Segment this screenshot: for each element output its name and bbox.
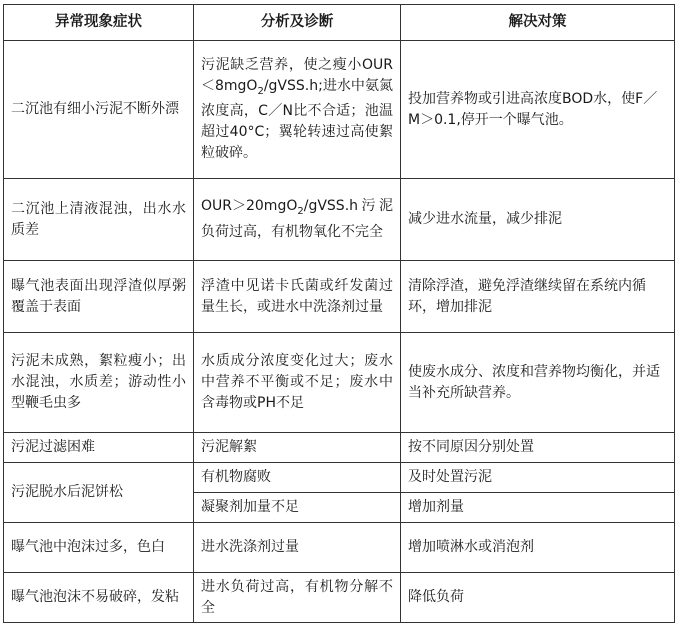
analysis-text: /gVSS.h污泥负荷过高，有机物氧化不完全 <box>201 198 393 240</box>
table-row <box>4 463 675 493</box>
symptom-cell: 二沉池有细小污泥不断外漂 <box>4 41 194 179</box>
solution-cell: 增加喷淋水或消泡剂 <box>401 523 675 573</box>
table-row <box>4 433 675 463</box>
diagnosis-table <box>3 4 675 623</box>
analysis-cell: 进水负荷过高，有机物分解不全 <box>194 573 401 623</box>
table-row <box>4 41 675 179</box>
solution-cell: 降低负荷 <box>401 573 675 623</box>
analysis-text: OUR＞20mgO <box>201 198 298 215</box>
header-symptom: 异常现象症状 <box>4 5 194 41</box>
table-row <box>4 573 675 623</box>
analysis-text: /gVSS.h;进水中氨氮浓度高，C／N比不合适；池温超过40°C；翼轮转速过高使絮粒破碎。 <box>201 77 393 162</box>
solution-cell: 投加营养物或引进高浓度BOD水，使F／M＞0.1,停开一个曝气池。 <box>401 41 675 179</box>
analysis-cell <box>194 41 401 179</box>
analysis-cell: 有机物腐败 <box>194 463 401 493</box>
header-analysis: 分析及诊断 <box>194 5 401 41</box>
analysis-text: 污泥缺乏营养，使之瘦小OUR＜8mgO <box>201 56 393 94</box>
solution-cell: 增加剂量 <box>401 493 675 523</box>
solution-cell: 减少进水流量，减少排泥 <box>401 179 675 261</box>
analysis-cell: 污泥解絮 <box>194 433 401 463</box>
solution-cell: 按不同原因分别处置 <box>401 433 675 463</box>
solution-cell: 及时处置污泥 <box>401 463 675 493</box>
solution-cell: 清除浮渣，避免浮渣继续留在系统内循环，增加排泥 <box>401 261 675 333</box>
header-row <box>4 5 675 41</box>
table-row <box>4 333 675 433</box>
solution-cell: 使废水成分、浓度和营养物均衡化，并适当补充所缺营养。 <box>401 333 675 433</box>
analysis-cell <box>194 179 401 261</box>
table-row <box>4 179 675 261</box>
subscript: 2 <box>257 85 264 97</box>
symptom-cell: 曝气池中泡沫过多，色白 <box>4 523 194 573</box>
table-row <box>4 261 675 333</box>
analysis-cell: 浮渣中见诺卡氏菌或纤发菌过量生长，或进水中洗涤剂过量 <box>194 261 401 333</box>
analysis-cell: 凝聚剂加量不足 <box>194 493 401 523</box>
symptom-cell: 曝气池泡沫不易破碎，发粘 <box>4 573 194 623</box>
subscript: 2 <box>297 205 304 217</box>
header-solution: 解决对策 <box>401 5 675 41</box>
table-row <box>4 523 675 573</box>
analysis-cell: 水质成分浓度变化过大；废水中营养不平衡或不足；废水中含毒物或PH不足 <box>194 333 401 433</box>
symptom-cell: 污泥过滤困难 <box>4 433 194 463</box>
symptom-cell: 污泥脱水后泥饼松 <box>4 463 194 523</box>
symptom-cell: 污泥未成熟，絮粒瘦小；出水混浊，水质差；游动性小型鞭毛虫多 <box>4 333 194 433</box>
symptom-cell: 二沉池上清液混浊，出水水质差 <box>4 179 194 261</box>
symptom-cell: 曝气池表面出现浮渣似厚粥覆盖于表面 <box>4 261 194 333</box>
analysis-cell: 进水洗涤剂过量 <box>194 523 401 573</box>
